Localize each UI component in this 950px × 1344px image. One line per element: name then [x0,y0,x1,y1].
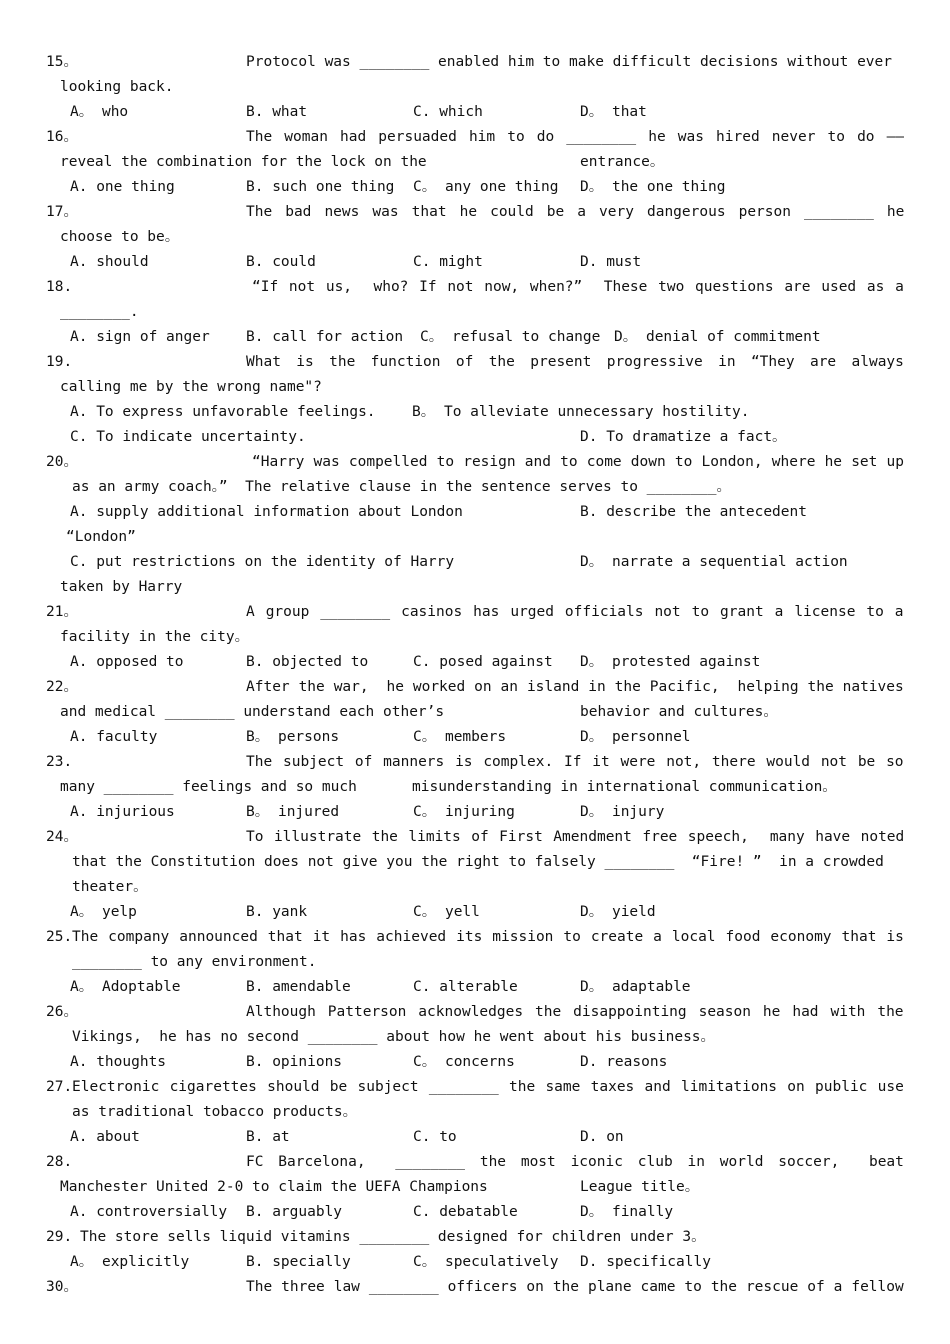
question-text: “Harry was compelled to resign and to come down to London, where he set up [252,454,904,470]
question-number: 23. [46,754,73,770]
option-d: D。 yield [580,904,656,920]
option-b: B. at [246,1129,290,1145]
option-c: C。 yell [413,904,480,920]
question-28-options [46,1200,904,1225]
option-b: B. could [246,254,316,270]
question-number: 22。 [46,679,78,695]
question-19-continuation: calling me by the wrong name"? [60,379,322,395]
question-15-stem [46,50,904,75]
question-21-stem [46,600,904,625]
option-b: B。 injured [246,804,340,820]
question-number: 26。 [46,1004,78,1020]
option-d: D。 the one thing [580,179,726,195]
option-c: C。 refusal to change [420,329,601,345]
question-number: 28. [46,1154,73,1170]
question-number: 21。 [46,604,78,620]
question-27-continuation: as traditional tobacco products。 [72,1104,358,1120]
question-28-continuation: Manchester United 2-0 to claim the UEFA Champions League title。 [60,1179,700,1195]
question-number: 15。 [46,54,78,70]
option-a: A。 yelp [70,904,137,920]
question-25-options [46,975,904,1000]
option-b: B。 persons [246,729,340,745]
question-16-stem [46,125,904,150]
question-21-options [46,650,904,675]
question-21-continuation: facility in the city。 [60,629,250,645]
question-19-options-row2 [46,425,904,450]
option-c: C。 speculatively [413,1254,559,1270]
question-number: 24。 [46,829,78,845]
option-c: C. posed against [413,654,553,670]
question-text: After the war, he worked on an island in the Pacific, helping the natives [246,679,904,695]
option-d: D. To dramatize a fact。 [580,429,787,445]
question-text: Although Patterson acknowledges the disappointing season he had with the [246,1004,904,1020]
option-b: B. opinions [246,1054,343,1070]
question-number: 27. [46,1079,73,1095]
question-24-continuation: that the Constitution does not give you the right to falsely ________ “Fire! ” in a crowded [72,854,884,870]
option-c: C. debatable [413,1204,518,1220]
question-text: “If not us, who? If not now, when?” These two questions are used as a [252,279,904,295]
question-23-continuation: many ________ feelings and so much misunderstanding in international communication。 [60,779,837,795]
question-text: What is the function of the present progressive in “They are always [246,354,904,370]
question-26-continuation: Vikings, he has no second ________ about how he went about his business。 [72,1029,716,1045]
question-26-options [46,1050,904,1075]
question-19-stem [46,350,904,375]
option-c: C。 any one thing [413,179,559,195]
question-text: To illustrate the limits of First Amendment free speech, many have noted [246,829,904,845]
question-20-stem [46,450,904,475]
question-16-options [46,175,904,200]
question-17-stem [46,200,904,225]
question-23-stem [46,750,904,775]
question-18-stem [46,275,904,300]
option-a: A。 Adoptable [70,979,181,995]
question-20-option-b-cont: “London” [66,529,136,545]
option-c: C。 members [413,729,507,745]
option-a: A. should [70,254,149,270]
question-17-options [46,250,904,275]
option-a: A. one thing [70,179,175,195]
option-b: B. call for action [246,329,404,345]
option-b: B. objected to [246,654,369,670]
question-24-options [46,900,904,925]
question-22-stem [46,675,904,700]
option-d: D. specifically [580,1254,711,1270]
option-d: D。 protested against [580,654,761,670]
option-a: A. sign of anger [70,329,210,345]
question-number: 16。 [46,129,78,145]
option-c: C。 concerns [413,1054,515,1070]
question-16-continuation: reveal the combination for the lock on the entrance。 [60,154,665,170]
question-text: The subject of manners is complex. If it were not, there would not be so [246,754,904,770]
option-c: C. might [413,254,483,270]
question-17-continuation: choose to be。 [60,229,180,245]
question-number: 18. [46,279,73,295]
question-number: 17。 [46,204,78,220]
question-15-continuation: looking back. [60,79,174,95]
question-18-continuation: ________. [60,304,139,320]
option-d: D。 that [580,104,647,120]
question-27-options [46,1125,904,1150]
option-a: A. about [70,1129,140,1145]
option-b: B. describe the antecedent [580,504,807,520]
question-number: 19. [46,354,73,370]
question-number: 30。 [46,1279,78,1295]
option-a: A. injurious [70,804,175,820]
option-d: D。 denial of commitment [614,329,821,345]
question-20-options-row2 [46,550,904,575]
option-d: D. on [580,1129,624,1145]
question-29-stem [46,1225,904,1250]
option-d: D。 narrate a sequential action [580,554,848,570]
option-a: A. faculty [70,729,158,745]
option-b: B. what [246,104,308,120]
question-25-stem [46,925,904,950]
question-text: The woman had persuaded him to do ________ he was hired never to do —— [246,129,904,145]
question-18-options [46,325,904,350]
option-c: C. which [413,104,483,120]
question-27-stem [46,1075,904,1100]
option-c: C. alterable [413,979,518,995]
option-b: B. amendable [246,979,351,995]
option-d: D。 injury [580,804,665,820]
option-b: B. yank [246,904,308,920]
question-text: A group ________ casinos has urged officials not to grant a license to a [246,604,904,620]
option-b: B. such one thing [246,179,395,195]
question-22-options [46,725,904,750]
option-d: D。 adaptable [580,979,691,995]
question-29-options [46,1250,904,1275]
option-d: D. reasons [580,1054,668,1070]
question-number: 25. [46,929,73,945]
option-c: C. To indicate uncertainty. [70,429,306,445]
question-20-options-row1 [46,500,904,525]
option-b: B. arguably [246,1204,343,1220]
question-text: The company announced that it has achieved its mission to create a local food economy that is [72,929,904,945]
option-d: D。 personnel [580,729,691,745]
question-text: Protocol was ________ enabled him to make difficult decisions without ever [246,54,893,70]
question-22-continuation: and medical ________ understand each other’s behavior and cultures。 [60,704,778,720]
option-c: C。 injuring [413,804,515,820]
option-c: C. to [413,1129,457,1145]
option-c: C. put restrictions on the identity of Harry [70,554,455,570]
question-24-stem [46,825,904,850]
option-a: A. supply additional information about London [70,504,463,520]
option-a: A. opposed to [70,654,184,670]
option-a: A. controversially [70,1204,228,1220]
option-b: B。 To alleviate unnecessary hostility. [412,404,750,420]
question-text: FC Barcelona, ________ the most iconic club in world soccer, beat [246,1154,904,1170]
question-text: The store sells liquid vitamins ________ designed for children under 3。 [80,1229,706,1245]
question-text: Electronic cigarettes should be subject ________ the same taxes and limitations on public use [72,1079,904,1095]
question-text: The three law ________ officers on the plane came to the rescue of a fellow [246,1279,904,1295]
option-b: B. specially [246,1254,351,1270]
option-d: D。 finally [580,1204,674,1220]
question-15-options [46,100,904,125]
option-d: D. must [580,254,642,270]
question-20-continuation: as an army coach。” The relative clause in the sentence serves to ________。 [72,479,732,495]
question-number: 20。 [46,454,78,470]
question-30-stem [46,1275,904,1300]
option-a: A. To express unfavorable feelings. [70,404,376,420]
question-24-continuation-2: theater。 [72,879,148,895]
option-a: A。 who [70,104,129,120]
question-26-stem [46,1000,904,1025]
question-number: 29. [46,1229,73,1245]
question-text: The bad news was that he could be a very dangerous person ________ he [246,204,904,220]
question-20-option-d-cont: taken by Harry [60,579,183,595]
question-25-continuation: ________ to any environment. [72,954,317,970]
question-19-options-row1 [46,400,904,425]
option-a: A。 explicitly [70,1254,190,1270]
option-a: A. thoughts [70,1054,167,1070]
question-23-options [46,800,904,825]
question-28-stem [46,1150,904,1175]
